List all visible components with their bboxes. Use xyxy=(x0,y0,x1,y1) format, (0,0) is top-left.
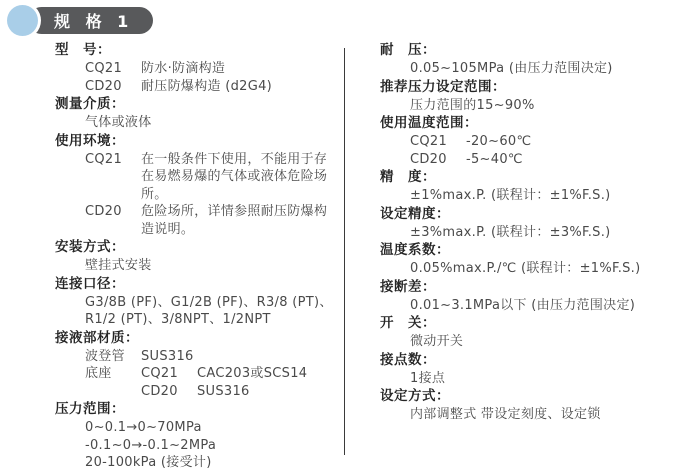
spec-line xyxy=(380,370,692,388)
spec-value: 内部调整式 带设定刻度、设定锁 xyxy=(410,407,601,422)
spec-line xyxy=(380,60,692,78)
spec-line xyxy=(380,406,692,424)
spec-section xyxy=(55,95,339,132)
spec-value: 危险场所，详情参照耐压防爆构造说明。 xyxy=(141,204,328,237)
spec-section xyxy=(380,114,692,168)
spec-section xyxy=(55,238,339,275)
spec-value: ±3%max.P. (联程计：±3%F.S.) xyxy=(410,224,611,240)
badge-label: 规 格 1 xyxy=(54,12,134,31)
spec-line xyxy=(55,454,339,472)
section-label: 型 号： xyxy=(55,42,111,58)
section-label: 设定方式： xyxy=(380,388,450,404)
spec-value: SUS316 xyxy=(141,348,194,364)
spec-section xyxy=(380,168,692,205)
section-label: 使用环境： xyxy=(55,132,125,149)
spec-line xyxy=(55,203,339,238)
section-label: 接断差： xyxy=(380,278,436,295)
spec-line xyxy=(55,348,339,366)
spec-key: CQ21 xyxy=(85,61,123,76)
spec-line xyxy=(380,260,692,278)
section-label: 推荐压力设定范围： xyxy=(380,78,506,95)
spec-line xyxy=(380,133,692,151)
spec-section xyxy=(380,78,692,115)
spec-line xyxy=(380,97,692,115)
spec-value: 防水·防滴构造 xyxy=(141,61,226,76)
spec-value: -0.1~0→-0.1~2MPa xyxy=(85,437,217,453)
spec-section xyxy=(380,387,692,424)
spec-section xyxy=(380,41,692,78)
spec-value: 气体或液体 xyxy=(85,115,152,130)
spec-section xyxy=(55,41,339,95)
section-label: 精 度： xyxy=(380,169,436,185)
spec-value: 0.05%max.P./℃ (联程计：±1%F.S.) xyxy=(410,261,641,276)
spec-key: CD20 xyxy=(85,78,122,94)
spec-line xyxy=(55,365,339,383)
spec-line xyxy=(55,257,339,275)
spec-key: CD20 xyxy=(141,383,178,399)
spec-key: CD20 xyxy=(85,204,122,219)
spec-value: 0.05~105MPa (由压力范围决定) xyxy=(410,61,613,76)
spec-line xyxy=(380,297,692,315)
spec-line xyxy=(55,383,339,401)
spec-value: 微动开关 xyxy=(410,334,464,349)
spec-section xyxy=(380,314,692,351)
spec-section xyxy=(380,351,692,388)
spec-line xyxy=(55,60,339,78)
section-label: 设定精度： xyxy=(380,205,450,222)
spec-value: CAC203或SCS14 xyxy=(197,366,308,381)
spec-line xyxy=(55,437,339,455)
spec-value: -5~40℃ xyxy=(466,151,523,167)
spec-value: 壁挂式安装 xyxy=(85,258,152,273)
spec-key: CQ21 xyxy=(141,366,179,381)
spec-value: ±1%max.P. (联程计：±1%F.S.) xyxy=(410,188,611,203)
spec-key: CQ21 xyxy=(85,151,123,167)
badge-pill xyxy=(28,7,153,34)
spec-line xyxy=(55,78,339,96)
section-label: 使用温度范围： xyxy=(380,115,478,131)
spec-line xyxy=(380,333,692,351)
spec-key xyxy=(85,383,129,401)
spec-value: 在一般条件下使用，不能用于存在易燃易爆的气体或液体危险场所。 xyxy=(141,151,328,202)
spec-line xyxy=(55,419,339,437)
section-label: 连接口径： xyxy=(55,275,125,292)
section-label: 接液部材质： xyxy=(55,329,139,346)
spec-section xyxy=(380,205,692,242)
badge-circle-icon xyxy=(7,5,38,36)
spec-value: G3/8B (PF)、G1/2B (PF)、R3/8 (PT)、 xyxy=(85,294,333,310)
spec-value: 压力范围的15~90% xyxy=(410,97,535,113)
spec-value: SUS316 xyxy=(197,383,250,399)
section-label: 开 关： xyxy=(380,315,436,331)
section-label: 安装方式： xyxy=(55,239,125,255)
spec-value: R1/2 (PT)、3/8NPT、1/2NPT xyxy=(85,312,271,327)
section-header-badge xyxy=(0,0,200,40)
spec-value: 20-100kPa (接受计) xyxy=(85,455,212,470)
spec-line xyxy=(380,151,692,169)
spec-key: CQ21 xyxy=(410,134,448,149)
spec-column xyxy=(380,41,692,424)
spec-section xyxy=(55,329,339,401)
spec-value: -20~60℃ xyxy=(466,134,532,149)
section-label: 测量介质： xyxy=(55,96,125,112)
spec-value: 0~0.1→0~70MPa xyxy=(85,420,202,435)
column-divider xyxy=(344,48,345,455)
section-label: 耐 压： xyxy=(380,42,436,58)
spec-value: 1接点 xyxy=(410,370,446,386)
spec-line xyxy=(380,187,692,205)
section-label: 接点数： xyxy=(380,351,436,368)
spec-column xyxy=(55,41,339,472)
spec-line xyxy=(55,151,339,204)
spec-value: 0.01~3.1MPa以下 (由压力范围决定) xyxy=(410,297,636,313)
section-label: 温度系数： xyxy=(380,242,450,258)
spec-section xyxy=(55,132,339,239)
spec-value: 耐压防爆构造 (d2G4) xyxy=(141,78,273,94)
spec-section xyxy=(55,400,339,472)
spec-key: CD20 xyxy=(410,151,447,167)
spec-section xyxy=(380,278,692,315)
spec-line xyxy=(55,311,339,329)
spec-line xyxy=(55,114,339,132)
spec-key: 波登管 xyxy=(85,348,125,364)
spec-section xyxy=(380,241,692,278)
spec-line xyxy=(380,224,692,242)
section-label: 压力范围： xyxy=(55,401,125,417)
spec-section xyxy=(55,275,339,329)
spec-key: 底座 xyxy=(85,366,112,381)
spec-line xyxy=(55,294,339,312)
